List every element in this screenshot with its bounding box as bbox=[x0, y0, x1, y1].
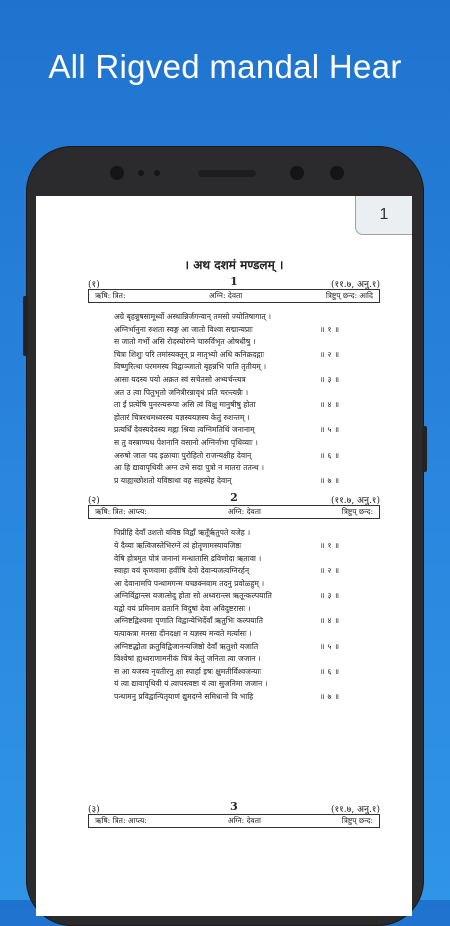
verse-line bbox=[88, 374, 380, 387]
sukta-number: 1 bbox=[230, 275, 238, 288]
sensor-icon bbox=[154, 170, 160, 176]
verse-number: ॥७॥ bbox=[320, 475, 343, 485]
verse-text: प्रत्यर्धिं देवस्यदेवस्य मह्ना श्रिया त्वग्निमतिथिं जनानाम् bbox=[114, 425, 255, 435]
verse-line bbox=[88, 641, 380, 654]
sukta-header bbox=[88, 800, 380, 814]
verse-line bbox=[88, 324, 380, 337]
verse-text: पिप्रीहि देवाँ उशतो यविष्ठ विद्वाँ ऋतूँरृतुपते यजेह । bbox=[114, 528, 251, 538]
verse-number: ॥४॥ bbox=[320, 400, 343, 410]
proximity-sensor-icon bbox=[330, 166, 344, 180]
devata-label: अग्नि: देवता bbox=[227, 815, 261, 825]
verse-text: चित्रः शिशुः परि तमांस्यक्तून् प्र मातृभ्यो अधि कनिक्रदद्गाः bbox=[114, 349, 264, 359]
sukta-ref-right: (११.७, अनु.१) bbox=[330, 280, 380, 290]
promo-headline: All Rigved mandal Hear bbox=[48, 48, 402, 85]
verse-number: ॥१॥ bbox=[320, 540, 343, 550]
verse-text: आ हि द्यावापृथिवी अग्न उभे सदा पुत्रो न मातरा ततन्थ । bbox=[114, 463, 264, 473]
sukta-2 bbox=[88, 491, 380, 703]
verse-line bbox=[88, 437, 380, 450]
volume-button bbox=[23, 296, 28, 356]
sukta-meta-box bbox=[88, 814, 380, 828]
verse-number: ॥४॥ bbox=[320, 616, 343, 626]
sukta-ref-left: (१) bbox=[88, 280, 100, 290]
verse-line bbox=[88, 628, 380, 641]
verse-text: स जातो गर्भो असि रोदस्योरग्ने चारुर्विभृत ओषधीषु । bbox=[114, 337, 256, 347]
phone-frame bbox=[26, 146, 424, 926]
chhanda-label: त्रिष्टुप् छन्द: bbox=[341, 815, 373, 825]
verse-text: अग्निष्टद्विश्वमा पृणाति विद्वान्येभिर्देवाँ ऋतुभिः कल्पयाति bbox=[114, 616, 263, 626]
verse-line bbox=[88, 653, 380, 666]
sukta-ref-right: (११.७, अनु.१) bbox=[330, 496, 380, 507]
verse-text: विष्णुरित्था परममस्य विद्वाञ्जातो बृहन्नभि पाति तृतीयम् । bbox=[114, 362, 267, 372]
verse-text: आसा यदस्य पयो अक्रत स्वं सचेतसो अभ्यर्चन्त्यत्र bbox=[114, 374, 246, 384]
verse-text: पन्थामनु प्रविद्वान्पितृयाणं द्युमदग्ने समिधानो वि भाहि bbox=[114, 692, 254, 702]
verse-line bbox=[88, 603, 380, 616]
scripture-page[interactable] bbox=[88, 256, 380, 832]
verse-number: ॥५॥ bbox=[320, 641, 343, 651]
verse-line bbox=[88, 349, 380, 362]
verse-line bbox=[88, 578, 380, 591]
verse-text: अग्निष्टद्धोता क्रतुविद्विजानन्यजिष्ठो देवाँ ऋतुशो यजाति bbox=[114, 641, 259, 651]
verse-line bbox=[88, 527, 380, 540]
verse-line bbox=[88, 450, 380, 463]
verse-line bbox=[88, 311, 380, 324]
devata-label: अग्नि: देवता bbox=[227, 507, 261, 517]
verse-line bbox=[88, 565, 380, 578]
verse-line bbox=[88, 399, 380, 412]
rishi-label: ऋषि: त्रित: bbox=[95, 291, 126, 300]
verse-list bbox=[88, 311, 380, 487]
sukta-header bbox=[88, 275, 380, 289]
verse-text: अग्निर्भानुना रुशता स्वङ्ग आ जातो विश्वा सद्मान्यप्राः bbox=[114, 324, 253, 334]
verse-line bbox=[88, 462, 380, 475]
verse-text: ता ईं प्रत्येषि पुनरन्यरूपा असि त्वं विक्षु मानुषीषु होता bbox=[114, 400, 256, 410]
page-number-badge[interactable]: 1 bbox=[355, 196, 412, 235]
sukta-ref-right: (११.७, अनु.१) bbox=[330, 804, 380, 815]
verse-text: स तु वस्त्राण्यध पेशनानि वसानो अग्निर्नाभा पृथिव्याः । bbox=[114, 437, 258, 447]
verse-number: ॥२॥ bbox=[320, 349, 343, 359]
verse-text: प्र याह्यच्छोशतो यविष्ठाथा वह सहस्येह देवान् bbox=[114, 475, 232, 485]
sukta-meta-box bbox=[88, 289, 380, 303]
front-camera-icon bbox=[110, 166, 124, 180]
verse-line bbox=[88, 412, 380, 425]
power-button bbox=[422, 426, 427, 472]
verse-number: ॥६॥ bbox=[320, 450, 343, 460]
rishi-label: ऋषि: त्रित: आप्त्य: bbox=[95, 507, 147, 517]
verse-line bbox=[88, 553, 380, 566]
verse-text: आ देवानामपि पन्थामगन्म यच्छक्नवाम तदनु प्रवोळ्हुम् । bbox=[114, 578, 265, 588]
verse-text: अग्रे बृहन्नुषसामूर्ध्वो अस्थान्निर्जगन्वान् तमसो ज्योतिषागात् । bbox=[114, 312, 272, 321]
chhanda-label: त्रिष्टुप् छन्द: bbox=[341, 507, 373, 517]
sukta-header bbox=[88, 491, 380, 505]
devata-label: अग्नि: देवता bbox=[209, 291, 243, 300]
sukta-1 bbox=[88, 275, 380, 487]
verse-text: विश्वेषां ह्यध्वराणामनीकं चित्रं केतुं जनिता त्वा जजान । bbox=[114, 654, 261, 664]
verse-line bbox=[88, 590, 380, 603]
verse-line bbox=[88, 475, 380, 488]
sukta-number: 3 bbox=[230, 799, 238, 813]
sukta-number: 2 bbox=[230, 491, 238, 505]
verse-line bbox=[88, 424, 380, 437]
verse-line bbox=[88, 387, 380, 400]
sukta-ref-left: (२) bbox=[88, 496, 100, 507]
app-screen[interactable] bbox=[36, 196, 412, 916]
verse-number: ॥३॥ bbox=[320, 374, 343, 384]
verse-number: ॥५॥ bbox=[320, 425, 343, 435]
mandal-title: । अथ दशमं मण्डलम् । bbox=[184, 258, 284, 272]
front-camera-icon bbox=[290, 166, 304, 180]
verse-line bbox=[88, 361, 380, 374]
verse-text: होतारं चित्ररथमध्वरस्य यज्ञस्ययज्ञस्य केतुं रुशन्तम् । bbox=[114, 412, 250, 422]
verse-text: अग्निर्विद्वान्त्स यजात्सेदु होता सो अध्वरान्त्स ऋतून्कल्पयाति bbox=[114, 591, 272, 601]
verse-text: स आ यजस्व नृवतीरनु क्षा स्पार्हा इषः क्षुमतीर्विश्वजन्याः bbox=[114, 666, 262, 676]
verse-number: ॥१॥ bbox=[320, 324, 343, 334]
verse-text: वेषि होत्रमुत पोत्रं जनानां मन्धातासि द्रविणोदा ऋतावा । bbox=[114, 553, 262, 563]
verse-number: ॥७॥ bbox=[320, 692, 343, 702]
verse-number: ॥६॥ bbox=[320, 666, 343, 676]
verse-line bbox=[88, 615, 380, 628]
verse-text: यद्वो वयं प्रमिनाम व्रतानि विदुषां देवा अविदुष्टरासः । bbox=[114, 603, 251, 613]
verse-text: ये दैव्या ऋत्विजस्तेभिरग्ने त्वं होतॄणामस्यायजिष्ठः bbox=[114, 540, 242, 550]
verse-text: यं त्वा द्यावापृथिवी यं त्वापस्त्वष्टा यं त्वा सुजनिमा जजान । bbox=[114, 679, 268, 689]
sukta-ref-left: (३) bbox=[88, 804, 100, 815]
verse-line bbox=[88, 336, 380, 349]
verse-line bbox=[88, 691, 380, 704]
verse-list bbox=[88, 527, 380, 703]
earpiece-speaker bbox=[198, 170, 256, 177]
verse-text: अत उ त्वा पितुभृतो जनित्रीरन्नावृधं प्रति चरन्त्यन्नैः । bbox=[114, 387, 249, 397]
verse-text: यत्पाकत्रा मनसा दीनदक्षा न यज्ञस्य मन्वते मर्त्यासः । bbox=[114, 629, 252, 639]
verse-text: अरुषो जातः पद इळायाः पुरोहितो राजन्यक्षीह देवान् bbox=[114, 450, 252, 460]
verse-number: ॥२॥ bbox=[320, 566, 343, 576]
verse-line bbox=[88, 666, 380, 679]
sukta-meta-box bbox=[88, 505, 380, 519]
sukta-3 bbox=[88, 800, 380, 828]
verse-line bbox=[88, 540, 380, 553]
chhanda-label: त्रिष्टुप् छन्द: आदि bbox=[325, 291, 373, 300]
verse-number: ॥३॥ bbox=[320, 591, 343, 601]
sensor-icon bbox=[138, 170, 144, 176]
rishi-label: ऋषि: त्रित: आप्त्य: bbox=[95, 815, 147, 825]
verse-text: स्वाहा वयं कृणवामा हवींषि देवो देवान्यजत्वग्निरर्हन् bbox=[114, 566, 250, 576]
verse-line bbox=[88, 678, 380, 691]
